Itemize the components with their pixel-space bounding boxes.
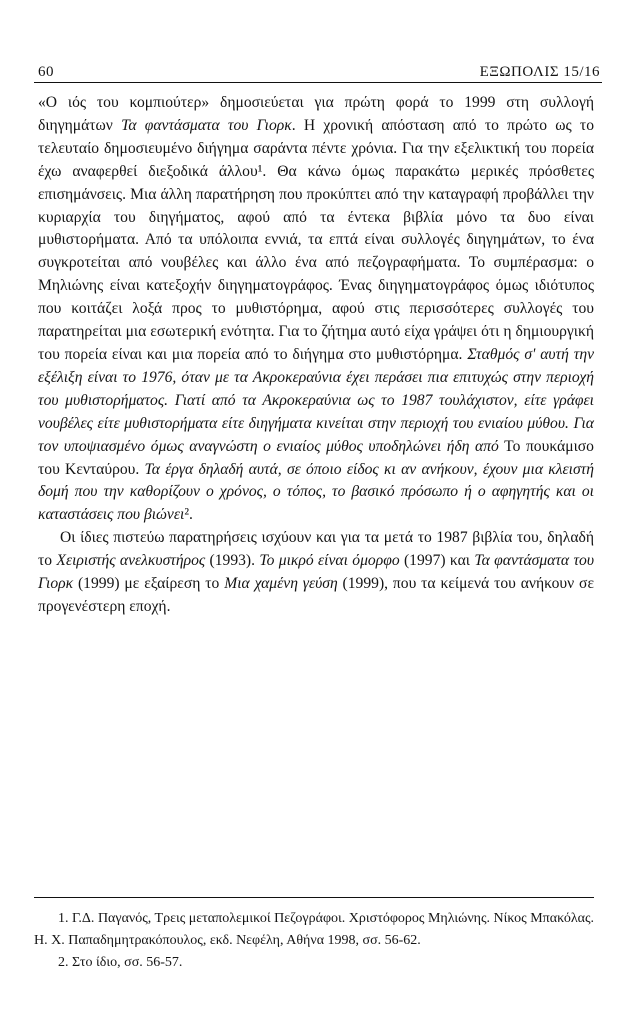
p1-run-8: ². (184, 506, 193, 524)
p2-run-7: Μια χαμένη γεύση (224, 575, 338, 593)
paragraph-2 (38, 527, 594, 619)
p1-run-2: . Η χρονική απόσταση από το πρώτο ως το τελευταίο δημοσιευμένο διήγημα σαράντα πέντε χρόνια. Για την εξελικτική του πορεία έχω αναφερθεί διεξοδικά άλλου (38, 116, 594, 180)
p2-run-3: Το μικρό είναι όμορφο (259, 552, 400, 570)
paragraph-1 (38, 92, 594, 527)
p1-run-6: Το πουκάμισο του Κενταύρου. (38, 437, 594, 478)
footnote-1: 1. Γ.Δ. Παγανός, Τρεις μεταπολεμικοί Πεζογράφοι. Χριστόφορος Μηλιώνης. Νίκος Μπακόλας. Η. Χ. Παπαδημητρακόπουλος, εκδ. Νεφέλη, Αθήνα 1998, σσ. 56-62. (34, 911, 594, 948)
journal-title: ΕΞΩΠΟΛΙΣ 15/16 (479, 64, 600, 80)
body-text (38, 92, 594, 619)
p1-run-0: «Ο ιός του κομπιούτερ» δημοσιεύεται για πρώτη φορά το 1999 στη συλλογή διηγημάτων (38, 94, 594, 134)
p2-run-1: Χειριστής ανελκυστήρος (56, 552, 206, 570)
running-header (34, 62, 602, 83)
p2-run-0: Οι ίδιες πιστεύω παρατηρήσεις ισχύουν και για τα μετά το 1987 βιβλία του, δηλαδή το (38, 529, 594, 570)
footnotes (34, 897, 594, 974)
p2-run-4: (1997) και (399, 552, 475, 570)
p2-run-6: (1999) με εξαίρεση το (73, 575, 225, 593)
footnote-2: 2. Στο ίδιο, σσ. 56-57. (58, 955, 183, 970)
p1-run-7: Τα έργα δηλαδή αυτά, σε όποιο είδος κι αν ανήκουν, έχουν μια κλειστή δομή που την καθορίζουν ο χρόνος, ο τόπος, το βασικό πρόσωπο ή ο αφηγητής και οι καταστάσεις που βιώνει (38, 460, 594, 524)
p1-run-4: . Θα κάνω όμως παρακάτω μερικές πρόσθετες επισημάνσεις. Μια άλλη παρατήρηση που προκύπτει από την καταγραφή προβάλλει την κυριαρχία του διηγήματος, αφού από τα έντεκα βιβλία μόνο τα δυο είναι μυθιστορήματα. Από τα υπόλοιπα εννιά, τα επτά είναι συλλογές διηγημάτων, το ένα συγκροτείται από νουβέλες και άλλο ένα από πεζογραφήματα. Το συμπέρασμα: ο Μηλιώνης είναι κατεξοχήν διηγηματογράφος. Ένας διηγηματογράφος όμως ιδιότυπος που κοιτάζει λοξά προς το μυθιστόρημα, αφού στις περισσότερες συλλογές του παρατηρείται μια εσωτερική ενότητα. Για το ζήτημα αυτό είχα γράψει ότι η δημιουργική του πορεία είναι και μια πορεία από το διήγημα στο μυθιστόρημα. (38, 162, 594, 363)
p1-run-1: Τα φαντάσματα του Γιορκ (121, 116, 292, 134)
page-number: 60 (38, 64, 54, 80)
p2-run-8: (1999), που τα κείμενά του ανήκουν σε προγενέστερη εποχή. (38, 575, 595, 615)
p2-run-5: Τα φαντάσματα του Γιορκ (38, 552, 594, 593)
p1-run-5: Σταθμός σ' αυτή την εξέλιξη είναι το 1976, όταν με τα Ακροκεραύνια έχει περάσει πια επιτυχώς στην περιοχή του μυθιστορήματος. Γιατί από τα Ακροκεραύνια ως το 1987 τουλάχιστον, είτε γράφει νουβέλες είτε μυθιστορήματα είτε διηγήματα κινείται στην περιοχή του ενιαίου μύθου. Για τον υποψιασμένο όμως αναγνώστη ο ενιαίος μύθος υποδηλώνει ήδη από (38, 345, 594, 455)
p2-run-2: (1993). (205, 552, 260, 570)
p1-run-3: ¹ (257, 162, 263, 180)
